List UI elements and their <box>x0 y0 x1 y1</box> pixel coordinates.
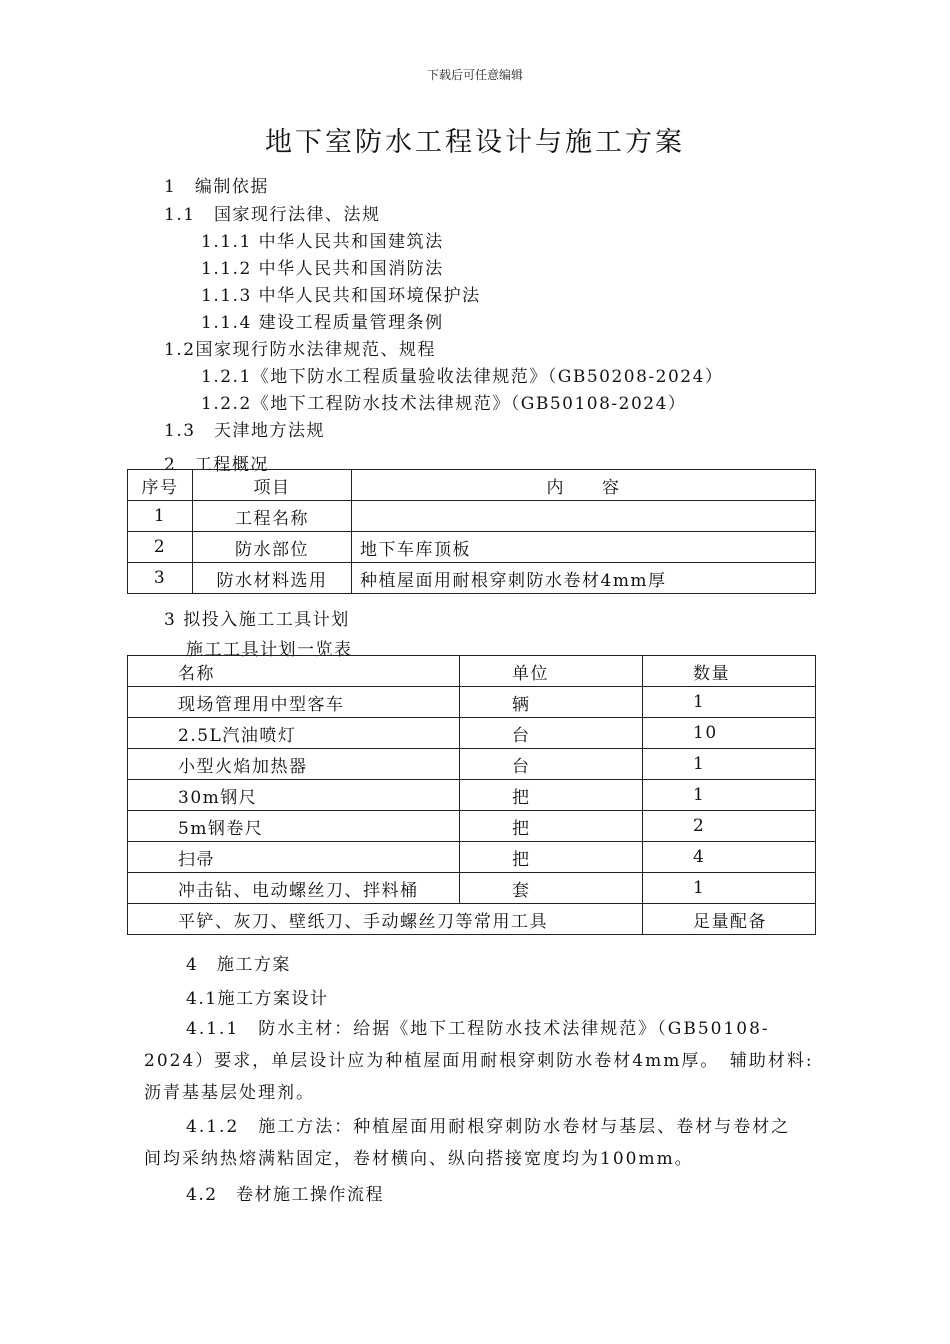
list-item: 1.1.3 中华人民共和国环境保护法 <box>201 286 481 306</box>
table-cell: 30m钢尺 <box>128 780 460 811</box>
page-title: 地下室防水工程设计与施工方案 <box>265 127 685 158</box>
table-header-row <box>128 470 816 501</box>
table-header-cell: 项目 <box>193 470 352 501</box>
list-item: 1.1.2 中华人民共和国消防法 <box>201 259 444 279</box>
table-cell <box>352 501 816 532</box>
list-item: 1.2.1《地下防水工程质量验收法律规范》（GB50208-2024） <box>201 367 724 387</box>
tool-plan-table <box>127 655 816 935</box>
table-cell: 台 <box>460 718 643 749</box>
table-cell: 现场管理用中型客车 <box>128 687 460 718</box>
table-cell: 3 <box>128 563 193 594</box>
table-row <box>128 501 816 532</box>
table-cell: 平铲、灰刀、壁纸刀、手动螺丝刀等常用工具 <box>128 904 643 935</box>
section-4-heading: 4 施工方案 <box>186 955 291 975</box>
table-cell: 把 <box>460 780 643 811</box>
table-cell: 2 <box>128 532 193 563</box>
paragraph-line: 沥青基基层处理剂。 <box>144 1083 315 1103</box>
section-4-1-heading: 4.1施工方案设计 <box>186 989 329 1009</box>
list-item: 1.1.4 建设工程质量管理条例 <box>201 313 444 333</box>
table-cell: 辆 <box>460 687 643 718</box>
table-cell: 防水材料选用 <box>193 563 352 594</box>
table-cell: 扫帚 <box>128 842 460 873</box>
list-item: 1.2.2《地下工程防水技术法律规范》（GB50108-2024） <box>201 394 687 414</box>
table-row <box>128 532 816 563</box>
table-header-cell: 内 容 <box>352 470 816 501</box>
section-2-heading: 2 工程概况 <box>164 455 269 475</box>
table-caption: 施工工具计划一览表 <box>186 640 353 660</box>
table-row <box>128 563 816 594</box>
section-1-heading: 1 编制依据 <box>164 177 269 197</box>
table-cell: 10 <box>643 718 816 749</box>
table-cell: 1 <box>643 749 816 780</box>
table-cell: 台 <box>460 749 643 780</box>
table-cell: 种植屋面用耐根穿刺防水卷材4mm厚 <box>352 563 816 594</box>
table-row <box>128 811 816 842</box>
table-cell: 防水部位 <box>193 532 352 563</box>
table-cell: 4 <box>643 842 816 873</box>
table-header-cell: 数量 <box>643 656 816 687</box>
paragraph-line: 间均采纳热熔满粘固定，卷材横向、纵向搭接宽度均为100mm。 <box>144 1149 694 1169</box>
table-row <box>128 842 816 873</box>
header-note: 下载后可任意编辑 <box>426 68 523 82</box>
section-1-2-heading: 1.2国家现行防水法律规范、规程 <box>164 340 437 360</box>
table-cell: 1 <box>643 780 816 811</box>
table-cell: 小型火焰加热器 <box>128 749 460 780</box>
table-cell: 2.5L汽油喷灯 <box>128 718 460 749</box>
section-1-1-heading: 1.1 国家现行法律、法规 <box>164 205 381 225</box>
section-4-2-heading: 4.2 卷材施工操作流程 <box>186 1185 385 1205</box>
table-cell: 地下车库顶板 <box>352 532 816 563</box>
table-cell: 套 <box>460 873 643 904</box>
project-overview-table <box>127 469 816 594</box>
table-row <box>128 749 816 780</box>
table-header-cell: 序号 <box>128 470 193 501</box>
section-1-3-heading: 1.3 天津地方法规 <box>164 421 326 441</box>
table-cell: 5m钢卷尺 <box>128 811 460 842</box>
table-header-cell: 单位 <box>460 656 643 687</box>
table-cell: 2 <box>643 811 816 842</box>
table-cell: 1 <box>643 687 816 718</box>
table-row <box>128 687 816 718</box>
table-header-cell: 名称 <box>128 656 460 687</box>
table-cell: 足量配备 <box>643 904 816 935</box>
table-cell: 1 <box>643 873 816 904</box>
table-row <box>128 780 816 811</box>
paragraph-line: 4.1.1 防水主材：给据《地下工程防水技术法律规范》（GB50108- <box>186 1019 770 1039</box>
table-cell: 1 <box>128 501 193 532</box>
table-cell: 冲击钻、电动螺丝刀、拌料桶 <box>128 873 460 904</box>
table-row <box>128 904 816 935</box>
section-3-heading: 3 拟投入施工工具计划 <box>164 610 350 630</box>
table-header-row <box>128 656 816 687</box>
paragraph-line: 4.1.2 施工方法：种植屋面用耐根穿刺防水卷材与基层、卷材与卷材之 <box>186 1117 791 1137</box>
table-cell: 把 <box>460 842 643 873</box>
table-cell: 工程名称 <box>193 501 352 532</box>
list-item: 1.1.1 中华人民共和国建筑法 <box>201 232 444 252</box>
table-cell: 把 <box>460 811 643 842</box>
table-row <box>128 873 816 904</box>
table-row <box>128 718 816 749</box>
paragraph-line: 2024）要求，单层设计应为种植屋面用耐根穿刺防水卷材4mm厚。 辅助材料: <box>144 1051 814 1071</box>
